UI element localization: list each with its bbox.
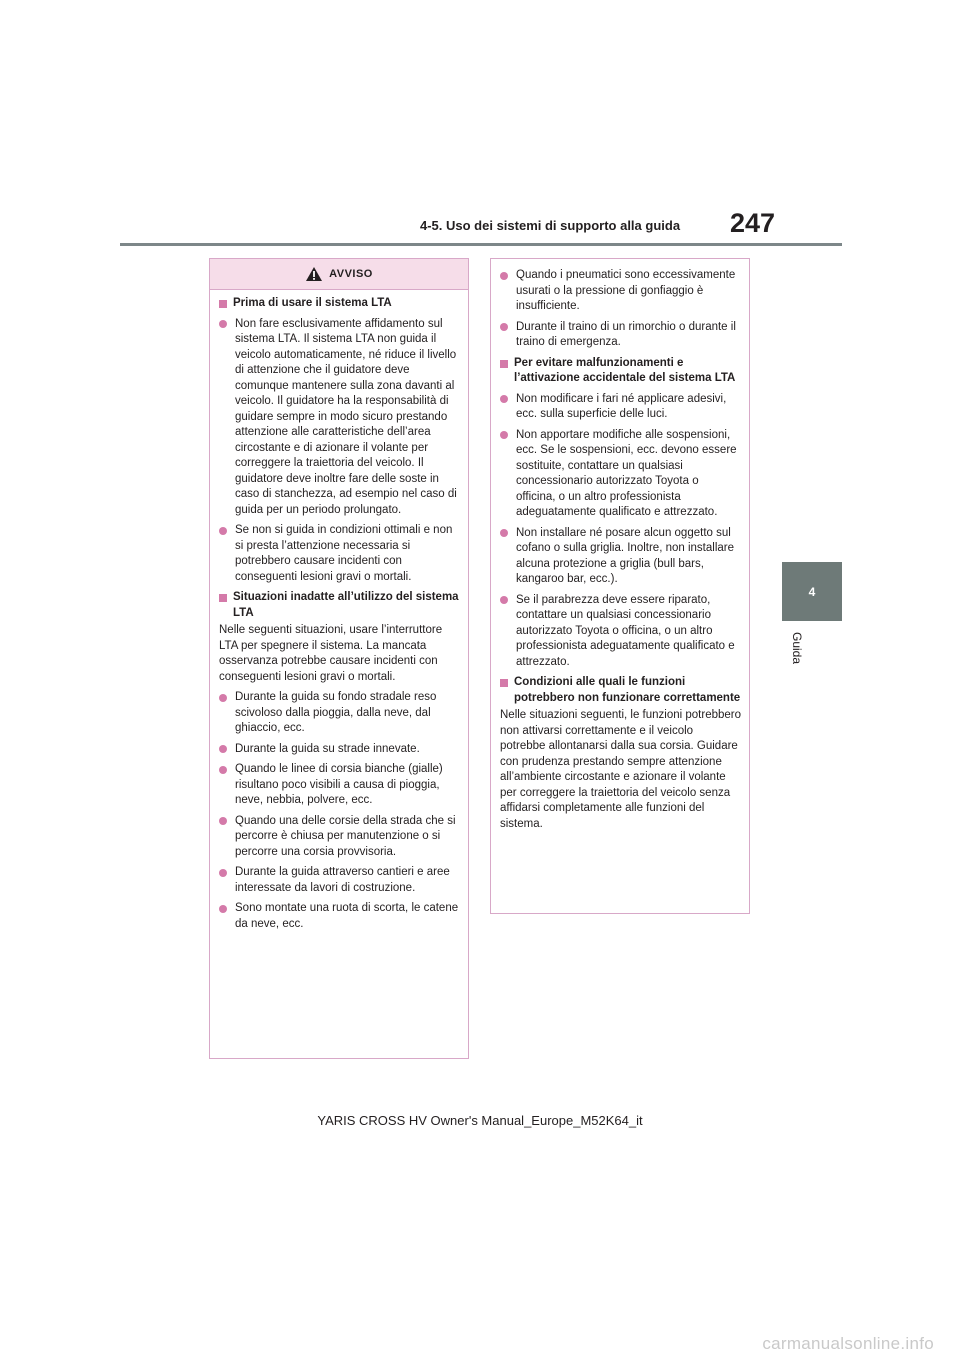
page-number: 247: [730, 208, 776, 238]
footer-text: YARIS CROSS HV Owner's Manual_Europe_M52K64_it: [317, 1113, 643, 1128]
round-bullet-icon: [500, 272, 508, 280]
list-item: Durante la guida su fondo stradale reso scivoloso dalla pioggia, dalla neve, dal ghiaccio, ecc.: [219, 690, 460, 737]
round-bullet-icon: [500, 529, 508, 537]
list-item: Durante la guida attraverso cantieri e aree interessate da lavori di costruzione.: [219, 865, 460, 896]
round-bullet-icon: [219, 320, 227, 328]
paragraph: Nelle seguenti situazioni, usare l’interruttore LTA per spegnere il sistema. La mancata osservanza potrebbe causare incidenti con conseguenti lesioni gravi o mortali.: [219, 624, 443, 683]
round-bullet-icon: [219, 817, 227, 825]
square-bullet-icon: [500, 360, 508, 368]
square-bullet-icon: [500, 679, 508, 687]
section-heading: Condizioni alle quali le funzioni potrebbero non funzionare correttamente: [500, 675, 741, 706]
list-item: Quando una delle corsie della strada che si percorre è chiusa per manutenzione o si percorre una corsia provvisoria.: [219, 814, 460, 861]
warning-box-left: [209, 258, 469, 1059]
round-bullet-icon: [500, 323, 508, 331]
paragraph: Nelle situazioni seguenti, le funzioni potrebbero non attivarsi correttamente e il veicolo potrebbe allontanarsi dalla sua corsia. Guidare con prudenza prestando sempre attenzione all’ambiente circostante e azionare il volante per correggere la traiettoria del veicolo senza affidarsi completamente alle funzioni del sistema.: [500, 709, 742, 830]
warning-triangle-icon: [305, 266, 323, 282]
section-heading: Prima di usare il sistema LTA: [219, 296, 460, 312]
list-item: Quando le linee di corsia bianche (gialle) risultano poco visibili a causa di pioggia, neve, nebbia, polvere, ecc.: [219, 762, 460, 809]
round-bullet-icon: [219, 745, 227, 753]
warning-box-right: [490, 258, 750, 914]
warning-header: [210, 259, 468, 290]
list-item: Se il parabrezza deve essere riparato, contattare un qualsiasi concessionario autorizzato Toyota o officina, o un altro professionista adeguatamente qualificato e attrezzato.: [500, 593, 741, 671]
list-item: Non fare esclusivamente affidamento sul sistema LTA. Il sistema LTA non guida il veicolo automaticamente, né riduce il livello di attenzione che il guidatore deve comunque mantenere sulla zona davanti al veicolo. Il guidatore ha la responsabilità di guidare sempre in modo sicuro prestando attenzione alle caratteristiche dell’area circostante e di azionare il volante per correggere la traiettoria del veicolo. Il guidatore deve inoltre fare delle soste in caso di stanchezza, ad esempio nel caso di guida per un periodo prolungato.: [219, 317, 460, 519]
round-bullet-icon: [219, 527, 227, 535]
chapter-tab: 4: [782, 562, 842, 621]
watermark: carmanualsonline.info: [762, 1334, 934, 1353]
round-bullet-icon: [500, 596, 508, 604]
round-bullet-icon: [219, 766, 227, 774]
section-title: 4-5. Uso dei sistemi di supporto alla guida: [420, 218, 681, 233]
section-heading: Per evitare malfunzionamenti e l’attivazione accidentale del sistema LTA: [500, 356, 741, 387]
list-item: Quando i pneumatici sono eccessivamente usurati o la pressione di gonfiaggio è insufficiente.: [500, 268, 741, 315]
list-item: Se non si guida in condizioni ottimali e non si presta l’attenzione necessaria si potrebbero causare incidenti con conseguenti lesioni gravi o mortali.: [219, 523, 460, 585]
list-item: Durante il traino di un rimorchio o durante il traino di emergenza.: [500, 320, 741, 351]
warning-title: AVVISO: [329, 268, 373, 280]
list-item: Durante la guida su strade innevate.: [219, 742, 460, 758]
list-item: Sono montate una ruota di scorta, le catene da neve, ecc.: [219, 901, 460, 932]
list-item: Non modificare i fari né applicare adesivi, ecc. sulla superficie delle luci.: [500, 392, 741, 423]
list-item: Non installare né posare alcun oggetto sul cofano o sulla griglia. Inoltre, non installare alcuna protezione a griglia (bull bars, kangaroo bar, ecc.).: [500, 526, 741, 588]
header-divider: [120, 243, 842, 246]
round-bullet-icon: [219, 869, 227, 877]
section-heading: Situazioni inadatte all’utilizzo del sistema LTA: [219, 590, 460, 621]
square-bullet-icon: [219, 594, 227, 602]
square-bullet-icon: [219, 300, 227, 308]
round-bullet-icon: [219, 905, 227, 913]
round-bullet-icon: [500, 431, 508, 439]
round-bullet-icon: [219, 694, 227, 702]
round-bullet-icon: [500, 395, 508, 403]
list-item: Non apportare modifiche alle sospensioni, ecc. Se le sospensioni, ecc. devono essere sostituite, contattare un qualsiasi concessionario autorizzato Toyota o officina, o un altro professionista adeguatamente qualificato e attrezzato.: [500, 428, 741, 521]
chapter-label: Guida: [790, 632, 804, 665]
